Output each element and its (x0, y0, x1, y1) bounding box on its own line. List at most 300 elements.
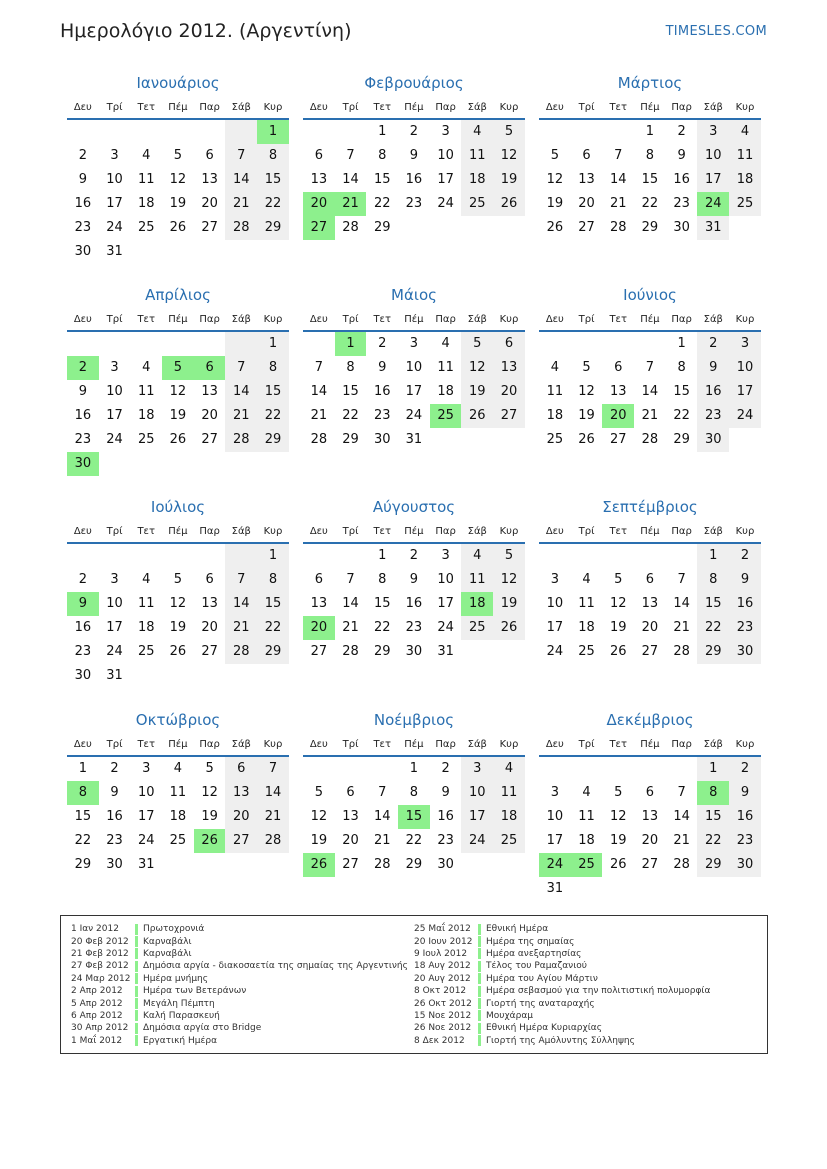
day-cell: 23 (697, 404, 729, 428)
legend-row (414, 973, 757, 985)
day-cell: 15 (697, 805, 729, 829)
empty-day-cell (729, 216, 761, 240)
holiday-legend (60, 915, 768, 1054)
month-block (67, 494, 289, 688)
day-cell: 22 (257, 192, 289, 216)
day-cell: 6 (314, 148, 323, 163)
week-row (303, 616, 525, 640)
legend-holiday-name: Γιορτή της αναταραχής (486, 998, 595, 1009)
week-row (67, 332, 289, 356)
day-cell: 16 (729, 592, 761, 616)
legend-color-marker (478, 948, 481, 959)
day-cell: 4 (729, 120, 761, 144)
day-cell: 14 (225, 168, 257, 192)
day-cell: 19 (310, 833, 328, 848)
day-cell: 16 (74, 196, 92, 211)
holiday-day-cell: 27 (303, 216, 335, 240)
weekday-header (303, 96, 525, 120)
day-cell: 14 (310, 384, 328, 399)
day-cell: 15 (373, 596, 391, 611)
week-row (67, 640, 289, 664)
weekday-header (539, 96, 761, 120)
weekday-label: Κυρ (263, 313, 283, 325)
weekday-label: Τρί (106, 313, 123, 325)
weekday-label: Σάβ (703, 738, 723, 750)
legend-holiday-name: Ημέρα των Βετεράνων (143, 986, 247, 997)
legend-row (414, 935, 757, 947)
weekday-label: Τετ (609, 101, 627, 113)
day-cell: 11 (729, 144, 761, 168)
weekday-header (303, 733, 525, 757)
week-row (539, 144, 761, 168)
day-cell: 1 (697, 544, 729, 568)
day-cell: 7 (225, 356, 257, 380)
legend-color-marker (135, 961, 138, 972)
empty-day-cell (194, 452, 226, 476)
weekday-label: Πέμ (404, 738, 424, 750)
day-cell: 30 (697, 428, 729, 452)
weekday-label: Πέμ (168, 101, 188, 113)
day-cell: 29 (697, 853, 729, 877)
month-block (303, 70, 525, 240)
day-cell: 28 (609, 220, 627, 235)
holiday-day-cell: 26 (303, 853, 335, 877)
day-cell: 15 (257, 380, 289, 404)
week-row (67, 404, 289, 428)
day-cell: 17 (546, 833, 564, 848)
day-cell: 28 (673, 857, 690, 872)
day-cell: 4 (441, 336, 450, 351)
weekday-label: Δευ (545, 738, 564, 750)
day-cell: 18 (578, 620, 595, 635)
weekday-label: Παρ (671, 738, 692, 750)
empty-day-cell (130, 664, 162, 688)
day-cell: 4 (142, 360, 151, 375)
empty-day-cell (130, 120, 162, 144)
brand-link[interactable]: TIMESLES.COM (665, 24, 767, 39)
weekday-label: Πέμ (640, 525, 660, 537)
legend-row (71, 1035, 414, 1047)
legend-row (71, 948, 414, 960)
weekday-label: Παρ (671, 313, 692, 325)
day-cell: 21 (641, 408, 659, 423)
weekday-label: Σάβ (467, 738, 487, 750)
day-cell: 10 (546, 596, 564, 611)
legend-holiday-name: Πρωτοχρονιά (143, 924, 205, 935)
day-cell: 2 (697, 332, 729, 356)
day-cell: 4 (142, 148, 151, 163)
day-cell: 30 (405, 644, 423, 659)
legend-holiday-name: Εθνική Ημέρα Κυριαρχίας (486, 1023, 602, 1034)
empty-day-cell (162, 240, 194, 264)
month-block (539, 70, 761, 240)
weekday-header (303, 308, 525, 332)
week-row (539, 168, 761, 192)
empty-day-cell (571, 757, 603, 781)
week-row (303, 544, 525, 568)
week-row (539, 120, 761, 144)
holiday-day-cell: 2 (67, 356, 99, 380)
empty-day-cell (602, 120, 634, 144)
legend-color-marker (135, 1035, 138, 1046)
day-cell: 21 (225, 404, 257, 428)
day-cell: 28 (641, 432, 659, 447)
legend-holiday-name: Δημόσια αργία - διακοσαετία της σημαίας της Αργεντινής (143, 961, 408, 972)
day-cell: 4 (550, 360, 559, 375)
day-cell: 14 (225, 380, 257, 404)
day-cell: 15 (342, 384, 359, 399)
day-cell: 9 (729, 568, 761, 592)
day-cell: 19 (169, 196, 187, 211)
day-cell: 5 (173, 148, 183, 163)
weekday-label: Τετ (609, 525, 627, 537)
day-cell: 26 (609, 644, 627, 659)
day-cell: 30 (106, 857, 123, 872)
day-cell: 25 (137, 220, 155, 235)
day-cell: 19 (609, 833, 627, 848)
day-cell: 8 (697, 568, 729, 592)
weekday-label: Πέμ (168, 313, 188, 325)
holiday-day-cell: 1 (257, 120, 289, 144)
legend-date: 25 Μαΐ 2012 (414, 924, 471, 935)
week-row (67, 664, 289, 688)
day-cell: 14 (342, 172, 359, 187)
empty-day-cell (194, 240, 226, 264)
empty-day-cell (571, 544, 603, 568)
empty-day-cell (634, 877, 666, 901)
month-name: Ιούλιος (150, 498, 206, 516)
empty-day-cell (194, 544, 226, 568)
day-cell: 28 (225, 428, 257, 452)
day-cell: 17 (461, 805, 493, 829)
day-cell: 29 (74, 857, 92, 872)
empty-day-cell (303, 120, 335, 144)
day-cell: 17 (106, 408, 123, 423)
legend-color-marker (478, 961, 481, 972)
day-cell: 24 (106, 432, 123, 447)
weekday-label: Κυρ (499, 738, 519, 750)
day-cell: 22 (257, 616, 289, 640)
weekday-label: Σάβ (703, 101, 723, 113)
legend-row (414, 1035, 757, 1047)
day-cell: 23 (437, 833, 454, 848)
day-cell: 17 (729, 380, 761, 404)
empty-day-cell (225, 452, 257, 476)
week-row (67, 544, 289, 568)
empty-day-cell (257, 452, 289, 476)
day-cell: 2 (409, 548, 419, 563)
month-block (303, 494, 525, 664)
weekday-label: Τρί (578, 313, 595, 325)
day-cell: 1 (645, 124, 655, 139)
day-cell: 11 (169, 785, 187, 800)
week-row (303, 829, 525, 853)
empty-day-cell (729, 877, 761, 901)
day-cell: 18 (169, 809, 187, 824)
holiday-day-cell: 1 (335, 332, 367, 356)
weekday-label: Δευ (309, 525, 328, 537)
day-cell: 11 (493, 781, 525, 805)
empty-day-cell (729, 428, 761, 452)
day-cell: 12 (169, 384, 187, 399)
week-row (303, 356, 525, 380)
day-cell: 3 (110, 360, 119, 375)
weekday-label: Σάβ (703, 525, 723, 537)
weekday-label: Δευ (545, 101, 564, 113)
legend-row (414, 997, 757, 1009)
legend-row (71, 997, 414, 1009)
day-cell: 11 (578, 596, 595, 611)
legend-holiday-name: Δημόσια αργία στο Bridge (143, 1023, 262, 1034)
day-cell: 24 (461, 829, 493, 853)
weekday-label: Κυρ (735, 738, 755, 750)
day-cell: 28 (257, 829, 289, 853)
legend-holiday-name: Εργατική Ημέρα (143, 1035, 217, 1046)
day-cell: 30 (729, 853, 761, 877)
day-cell: 18 (546, 408, 564, 423)
day-cell: 5 (614, 572, 623, 587)
week-row (303, 404, 525, 428)
day-cell: 13 (310, 172, 328, 187)
day-cell: 6 (493, 332, 525, 356)
day-cell: 29 (342, 432, 359, 447)
day-cell: 14 (609, 172, 627, 187)
day-cell: 23 (106, 833, 123, 848)
empty-day-cell (461, 640, 493, 664)
day-cell: 24 (437, 196, 454, 211)
day-cell: 13 (578, 172, 595, 187)
day-cell: 14 (641, 384, 659, 399)
day-cell: 6 (614, 360, 623, 375)
weekday-label: Παρ (435, 525, 456, 537)
week-row (539, 356, 761, 380)
day-cell: 4 (493, 757, 525, 781)
day-cell: 7 (677, 572, 686, 587)
week-row (539, 332, 761, 356)
holiday-day-cell: 20 (602, 404, 634, 428)
legend-holiday-name: Μουχάραμ (486, 1010, 533, 1021)
empty-day-cell (430, 428, 462, 452)
day-cell: 3 (729, 332, 761, 356)
day-cell: 29 (405, 857, 423, 872)
day-cell: 31 (546, 881, 564, 896)
legend-color-marker (135, 1023, 138, 1034)
day-cell: 2 (409, 124, 419, 139)
day-cell: 20 (342, 833, 359, 848)
weekday-label: Παρ (199, 101, 220, 113)
weekday-label: Σάβ (703, 313, 723, 325)
legend-holiday-name: Ημέρα σεβασμού για την πολιτιστική πολυμορφία (486, 986, 711, 997)
day-cell: 23 (74, 432, 92, 447)
empty-day-cell (225, 240, 257, 264)
day-cell: 16 (729, 805, 761, 829)
empty-day-cell (634, 332, 666, 356)
empty-day-cell (571, 120, 603, 144)
day-cell: 22 (373, 620, 391, 635)
day-cell: 20 (641, 833, 659, 848)
legend-date: 15 Νοε 2012 (414, 1010, 472, 1021)
week-row (303, 781, 525, 805)
legend-date: 8 Οκτ 2012 (414, 986, 467, 997)
day-cell: 25 (461, 616, 493, 640)
day-cell: 8 (378, 572, 387, 587)
week-row (303, 592, 525, 616)
week-row (303, 120, 525, 144)
day-cell: 10 (437, 572, 454, 587)
day-cell: 5 (461, 332, 493, 356)
empty-day-cell (67, 120, 99, 144)
day-cell: 29 (257, 428, 289, 452)
week-row (67, 452, 289, 476)
holiday-day-cell: 6 (194, 356, 226, 380)
day-cell: 8 (257, 568, 289, 592)
legend-holiday-name: Καλή Παρασκευή (143, 1010, 220, 1021)
day-cell: 17 (437, 596, 454, 611)
empty-day-cell (99, 544, 131, 568)
day-cell: 10 (546, 809, 564, 824)
day-cell: 20 (578, 196, 595, 211)
week-row (67, 616, 289, 640)
empty-day-cell (335, 544, 367, 568)
weekday-label: Τρί (342, 525, 359, 537)
weekday-label: Τρί (578, 525, 595, 537)
day-cell: 12 (201, 785, 218, 800)
day-cell: 7 (677, 785, 686, 800)
day-cell: 19 (609, 620, 627, 635)
day-cell: 26 (169, 220, 187, 235)
weekday-header (67, 96, 289, 120)
weekday-label: Δευ (73, 101, 92, 113)
week-row (303, 428, 525, 452)
day-cell: 16 (74, 408, 92, 423)
legend-color-marker (478, 998, 481, 1009)
day-cell: 2 (441, 761, 450, 776)
empty-day-cell (225, 544, 257, 568)
week-row (67, 568, 289, 592)
weekday-label: Πέμ (168, 525, 188, 537)
day-cell: 19 (169, 408, 187, 423)
day-cell: 27 (201, 644, 218, 659)
day-cell: 31 (437, 644, 454, 659)
legend-date: 21 Φεβ 2012 (71, 948, 129, 959)
day-cell: 16 (74, 620, 92, 635)
weekday-label: Παρ (435, 738, 456, 750)
weekday-label: Δευ (545, 313, 564, 325)
month-name: Δεκέμβριος (606, 711, 694, 729)
day-cell: 11 (578, 809, 595, 824)
day-cell: 27 (578, 220, 595, 235)
empty-day-cell (539, 120, 571, 144)
legend-holiday-name: Γιορτή της Αμόλυντης Σύλληψης (486, 1035, 635, 1046)
day-cell: 14 (225, 592, 257, 616)
day-cell: 8 (645, 148, 655, 163)
day-cell: 4 (461, 544, 493, 568)
month-name: Ιανουάριος (136, 74, 220, 92)
day-cell: 24 (546, 644, 564, 659)
weekday-label: Τρί (578, 101, 595, 113)
week-row (67, 428, 289, 452)
day-cell: 17 (106, 620, 123, 635)
day-cell: 1 (257, 332, 289, 356)
day-cell: 29 (257, 216, 289, 240)
day-cell: 12 (609, 809, 627, 824)
day-cell: 18 (137, 408, 155, 423)
empty-day-cell (130, 544, 162, 568)
month-name: Νοέμβριος (373, 711, 455, 729)
legend-color-marker (478, 924, 481, 935)
day-cell: 28 (373, 857, 391, 872)
week-row (67, 829, 289, 853)
day-cell: 25 (546, 432, 564, 447)
day-cell: 8 (677, 360, 686, 375)
day-cell: 15 (697, 592, 729, 616)
week-row (67, 192, 289, 216)
day-cell: 11 (437, 360, 454, 375)
weekday-label: Παρ (199, 313, 220, 325)
day-cell: 28 (673, 644, 690, 659)
day-cell: 5 (582, 360, 591, 375)
day-cell: 2 (729, 544, 761, 568)
day-cell: 12 (169, 172, 187, 187)
day-cell: 1 (78, 761, 87, 776)
day-cell: 23 (74, 220, 92, 235)
empty-day-cell (493, 853, 525, 877)
empty-day-cell (162, 664, 194, 688)
weekday-label: Τρί (106, 738, 123, 750)
day-cell: 18 (578, 833, 595, 848)
day-cell: 28 (342, 220, 359, 235)
legend-color-marker (135, 924, 138, 935)
day-cell: 16 (106, 809, 123, 824)
month-name: Φεβρουάριος (364, 74, 464, 92)
empty-day-cell (225, 664, 257, 688)
day-cell: 13 (342, 809, 359, 824)
day-cell: 13 (641, 596, 659, 611)
empty-day-cell (666, 544, 698, 568)
day-cell: 7 (225, 568, 257, 592)
month-name: Οκτώβριος (135, 711, 221, 729)
week-row (539, 853, 761, 877)
legend-color-marker (478, 1035, 481, 1046)
weekday-label: Δευ (73, 525, 92, 537)
day-cell: 15 (257, 168, 289, 192)
day-cell: 7 (314, 360, 323, 375)
day-cell: 15 (673, 384, 690, 399)
empty-day-cell (634, 757, 666, 781)
legend-color-marker (135, 998, 138, 1009)
day-cell: 23 (373, 408, 391, 423)
weekday-header (67, 520, 289, 544)
empty-day-cell (666, 877, 698, 901)
day-cell: 15 (641, 172, 659, 187)
legend-color-marker (478, 936, 481, 947)
day-cell: 12 (493, 144, 525, 168)
legend-holiday-name: Ημέρα του Αγίου Μάρτιν (486, 973, 598, 984)
day-cell: 12 (578, 384, 595, 399)
day-cell: 22 (697, 616, 729, 640)
day-cell: 20 (493, 380, 525, 404)
day-cell: 29 (257, 640, 289, 664)
week-row (303, 568, 525, 592)
day-cell: 27 (225, 829, 257, 853)
empty-day-cell (461, 853, 493, 877)
day-cell: 24 (106, 220, 123, 235)
weekday-label: Κυρ (499, 313, 519, 325)
day-cell: 2 (677, 124, 686, 139)
week-row (67, 216, 289, 240)
day-cell: 19 (493, 592, 525, 616)
weekday-label: Σάβ (231, 738, 251, 750)
